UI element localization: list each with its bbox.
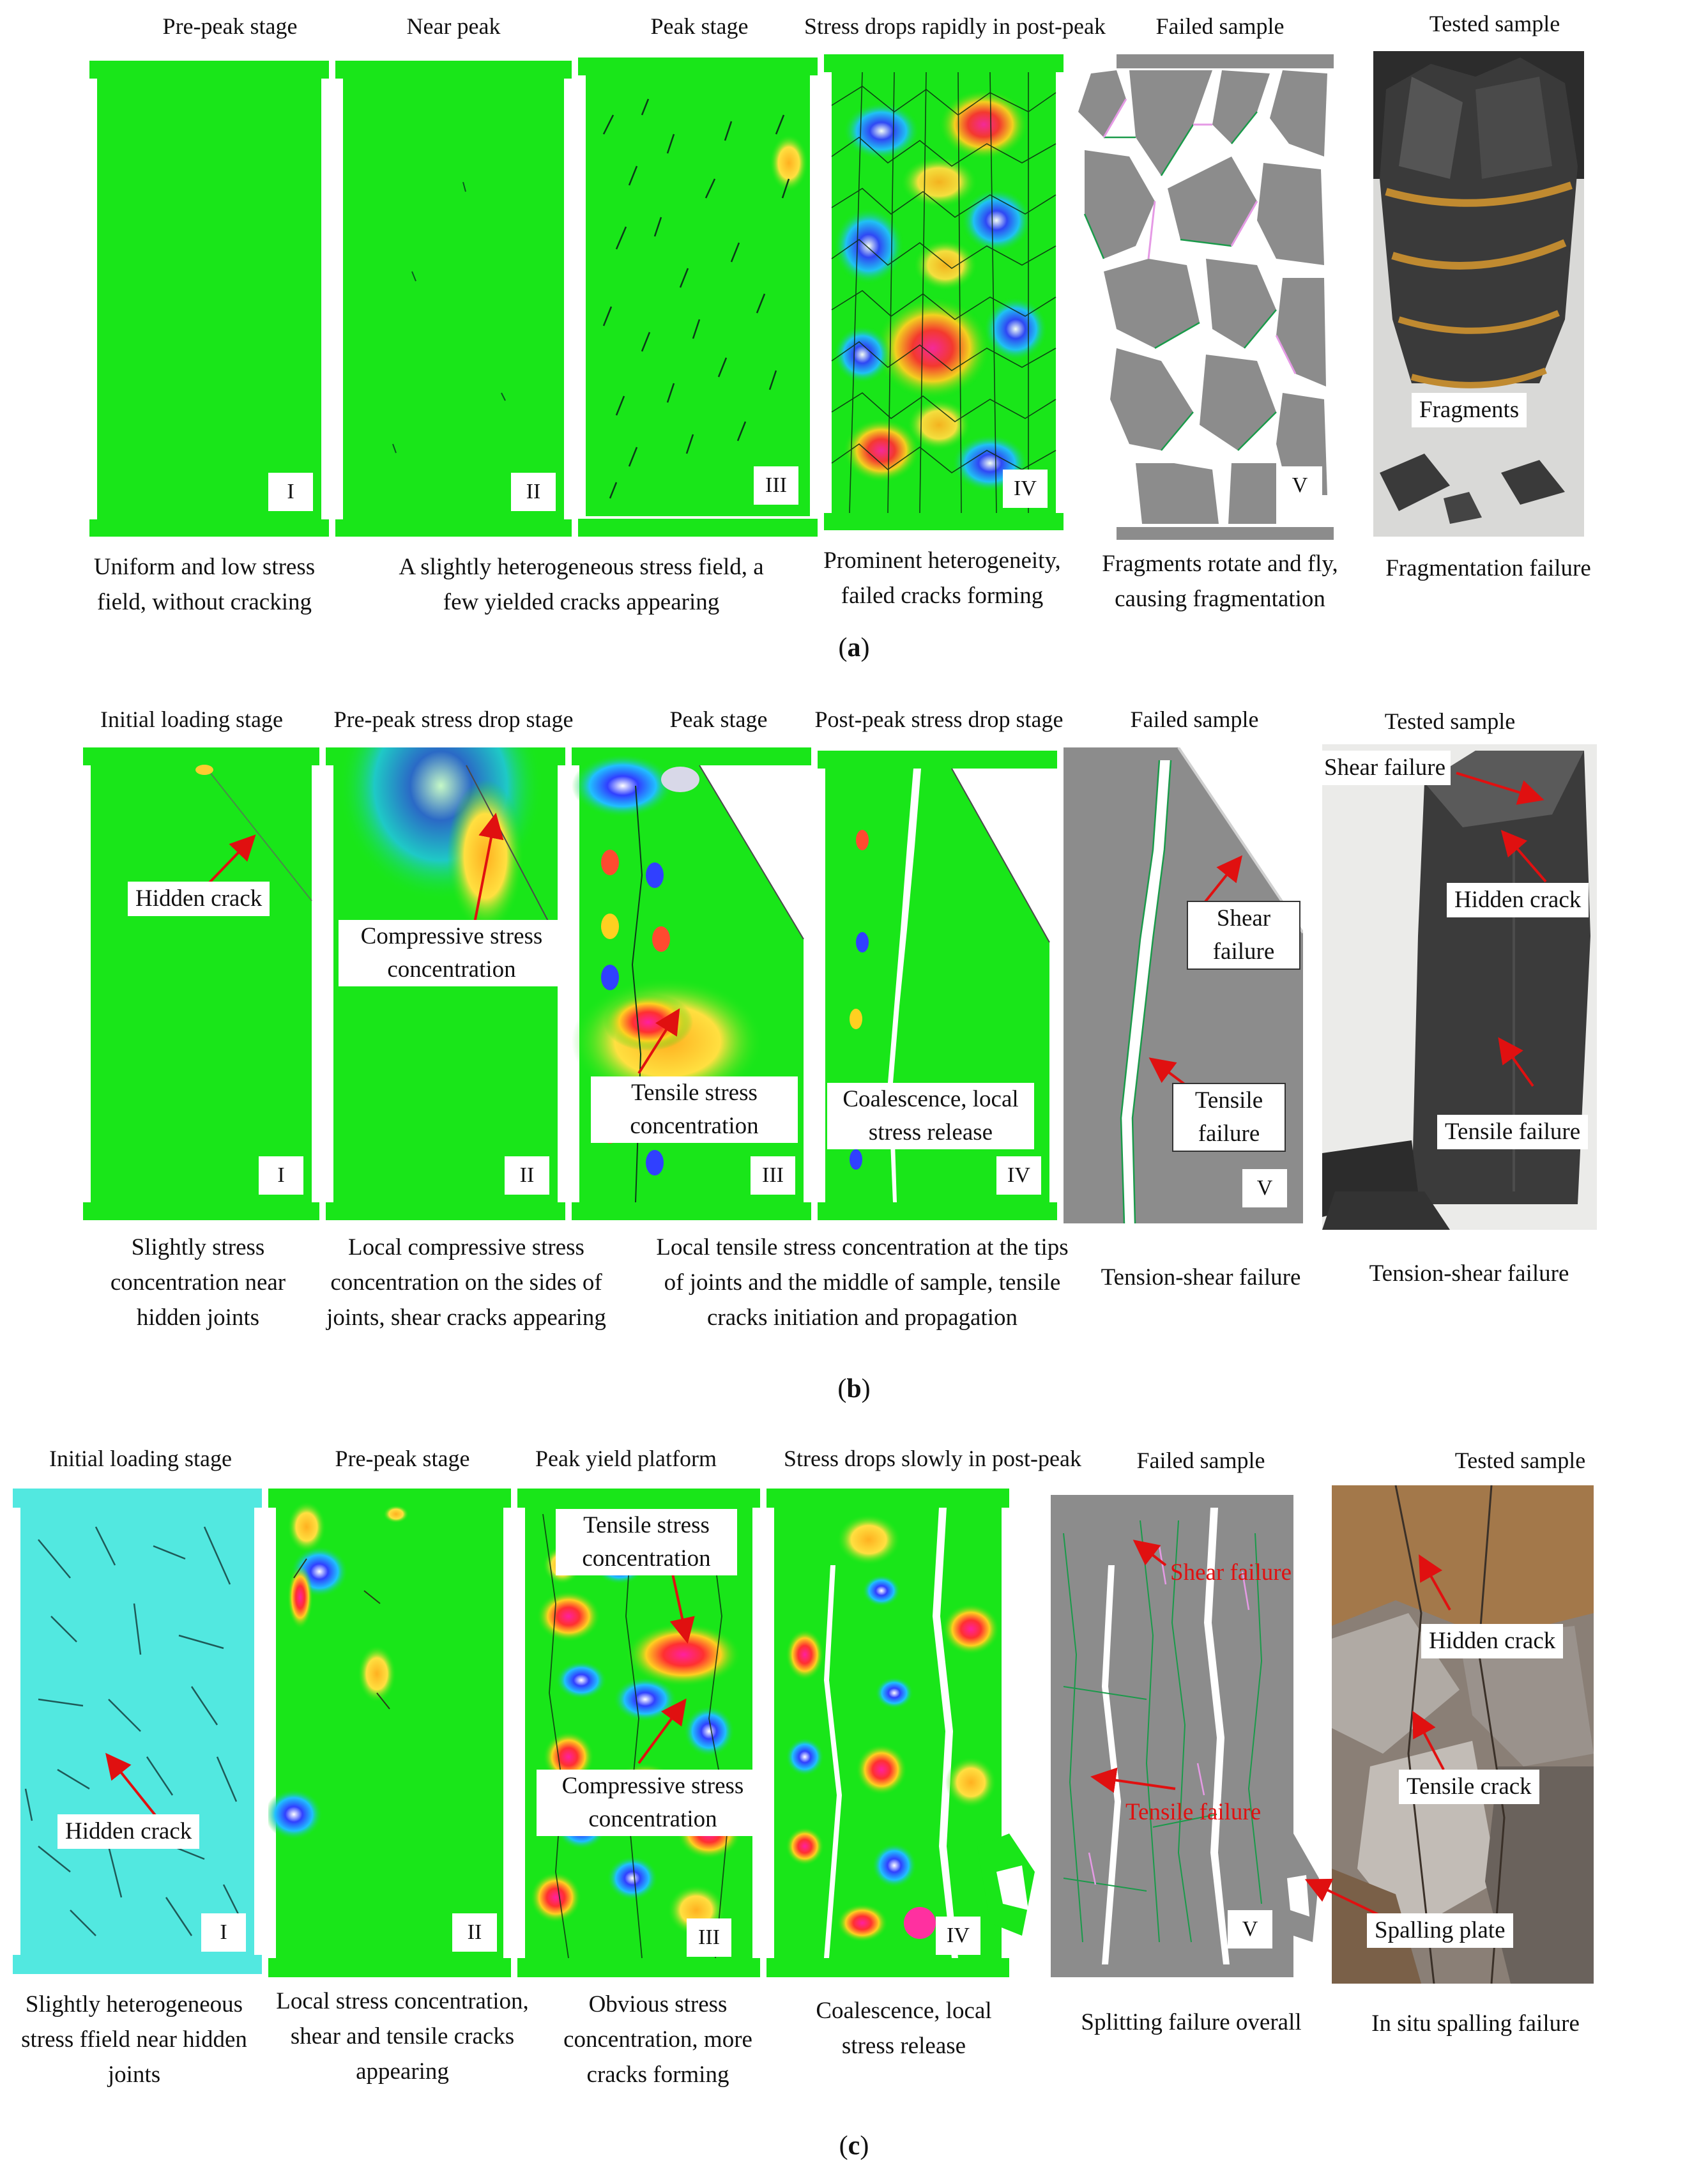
sim-panel-a-2 bbox=[335, 61, 572, 537]
title-b-1: Initial loading stage bbox=[100, 707, 283, 732]
panel-label-b: (b) bbox=[837, 1374, 871, 1404]
callout-c-photo-spalling: Spalling plate bbox=[1367, 1913, 1513, 1948]
arrow-c-compressive bbox=[620, 1687, 709, 1776]
caption-a-1: Uniform and low stress field, without cracking bbox=[93, 554, 316, 615]
roman-a-4: IV bbox=[1003, 470, 1048, 508]
roman-a-5: V bbox=[1277, 466, 1322, 505]
title-b-6: Tested sample bbox=[1384, 708, 1516, 734]
callout-b-tensile-failure: Tensile failure bbox=[1172, 1083, 1286, 1152]
roman-c-3: III bbox=[687, 1918, 731, 1957]
callout-b-photo-hidden: Hidden crack bbox=[1447, 883, 1589, 917]
callout-b-photo-tensile: Tensile failure bbox=[1437, 1115, 1588, 1149]
callout-c-compressive: Compressive stress concentration bbox=[537, 1770, 769, 1836]
callout-c-photo-hidden: Hidden crack bbox=[1421, 1624, 1563, 1658]
title-a-1: Pre-peak stage bbox=[162, 13, 298, 39]
title-c-2: Pre-peak stage bbox=[335, 1446, 470, 1471]
title-a-3: Peak stage bbox=[650, 13, 749, 39]
failed-sample-b bbox=[1064, 747, 1303, 1223]
title-c-6: Tested sample bbox=[1454, 1448, 1586, 1473]
title-c-3: Peak yield platform bbox=[535, 1446, 717, 1471]
sim-panel-a-1 bbox=[89, 61, 329, 537]
caption-a-4: Fragments rotate and fly, causing fragmentation bbox=[1102, 551, 1338, 612]
caption-a-5: Fragmentation failure bbox=[1385, 555, 1591, 581]
arrow-b-photo-shear bbox=[1450, 760, 1552, 811]
arrow-c-photo-hidden bbox=[1405, 1546, 1469, 1623]
caption-b-5: Tension-shear failure bbox=[1369, 1260, 1569, 1287]
arrow-c-photo-tensile bbox=[1399, 1699, 1463, 1776]
roman-b-1: I bbox=[259, 1156, 303, 1195]
photo-b bbox=[1322, 744, 1597, 1230]
callout-c-tensile: Tensile stress concentration bbox=[556, 1509, 737, 1575]
callout-c-shear-failure: Shear failure bbox=[1170, 1559, 1292, 1586]
arrow-b-photo-tensile bbox=[1482, 1022, 1559, 1099]
sim-panel-b-3 bbox=[572, 747, 811, 1220]
sim-panel-c-2 bbox=[268, 1489, 511, 1977]
title-a-2: Near peak bbox=[406, 13, 501, 39]
panel-label-a: (a) bbox=[838, 633, 870, 662]
caption-b-3: Local tensile stress concentration at the tips of joints and the middle of sample, tensile cracks initiation and propagation bbox=[656, 1234, 1069, 1331]
roman-b-5: V bbox=[1242, 1169, 1287, 1207]
callout-c-hidden-crack: Hidden crack bbox=[57, 1814, 199, 1849]
title-a-6: Tested sample bbox=[1429, 11, 1560, 36]
sim-panel-b-4 bbox=[818, 751, 1057, 1220]
caption-c-6: In situ spalling failure bbox=[1371, 2010, 1580, 2037]
sim-panel-a-3 bbox=[578, 57, 818, 537]
caption-a-3: Prominent heterogeneity, failed cracks forming bbox=[823, 547, 1061, 609]
fragments-label: Fragments bbox=[1412, 393, 1527, 427]
title-c-5: Failed sample bbox=[1136, 1448, 1265, 1473]
caption-b-1: Slightly stress concentration near hidden joints bbox=[110, 1234, 286, 1331]
caption-b-4: Tension-shear failure bbox=[1101, 1264, 1301, 1290]
roman-a-3: III bbox=[754, 466, 798, 505]
callout-b-photo-shear: Shear failure bbox=[1319, 751, 1451, 785]
caption-b-2: Local compressive stress concentration on the sides of joints, shear cracks appearing bbox=[326, 1234, 606, 1331]
sim-panel-a-4 bbox=[824, 54, 1064, 530]
roman-c-2: II bbox=[452, 1913, 497, 1952]
roman-b-2: II bbox=[505, 1156, 549, 1195]
title-a-4: Stress drops rapidly in post-peak bbox=[804, 13, 1106, 39]
callout-c-tensile-failure: Tensile failure bbox=[1125, 1799, 1262, 1825]
callout-b-hidden-crack: Hidden crack bbox=[128, 882, 270, 916]
roman-b-3: III bbox=[751, 1156, 795, 1195]
roman-c-5: V bbox=[1228, 1910, 1272, 1948]
caption-a-2: A slightly heterogeneous stress field, a few yielded cracks appearing bbox=[399, 554, 764, 615]
title-c-1: Initial loading stage bbox=[49, 1446, 232, 1471]
callout-c-photo-tensile: Tensile crack bbox=[1399, 1770, 1539, 1804]
callout-b-compressive: Compressive stress concentration bbox=[339, 920, 565, 986]
title-b-2: Pre-peak stress drop stage bbox=[333, 707, 574, 732]
title-b-4: Post-peak stress drop stage bbox=[814, 707, 1064, 732]
title-c-4: Stress drops slowly in post-peak bbox=[784, 1446, 1081, 1471]
caption-c-2: Local stress concentration, shear and tensile cracks appearing bbox=[276, 1988, 529, 2085]
title-b-3: Peak stage bbox=[669, 707, 768, 732]
roman-b-4: IV bbox=[996, 1156, 1041, 1195]
roman-a-2: II bbox=[511, 473, 556, 511]
caption-c-3: Obvious stress concentration, more cracks forming bbox=[563, 1991, 752, 2088]
title-a-5: Failed sample bbox=[1155, 13, 1285, 39]
caption-c-1: Slightly heterogeneous stress ffield near hidden joints bbox=[21, 1991, 247, 2088]
title-b-5: Failed sample bbox=[1130, 707, 1259, 732]
sim-panel-c-1 bbox=[13, 1489, 262, 1974]
panel-label-c: (c) bbox=[839, 2131, 869, 2161]
caption-c-4: Coalescence, local stress release bbox=[816, 1998, 992, 2059]
sim-panel-b-1 bbox=[83, 747, 319, 1220]
photo-a bbox=[1373, 51, 1584, 537]
callout-b-coalescence: Coalescence, local stress release bbox=[827, 1083, 1034, 1149]
roman-c-1: I bbox=[201, 1913, 246, 1952]
arrow-b-tensile bbox=[613, 997, 703, 1086]
caption-c-5: Splitting failure overall bbox=[1081, 2009, 1302, 2035]
callout-b-tensile: Tensile stress concentration bbox=[591, 1076, 798, 1143]
roman-a-1: I bbox=[268, 473, 313, 511]
sim-panel-c-4 bbox=[766, 1489, 1048, 1977]
callout-b-shear-failure: Shear failure bbox=[1187, 901, 1300, 970]
roman-c-4: IV bbox=[936, 1917, 980, 1955]
